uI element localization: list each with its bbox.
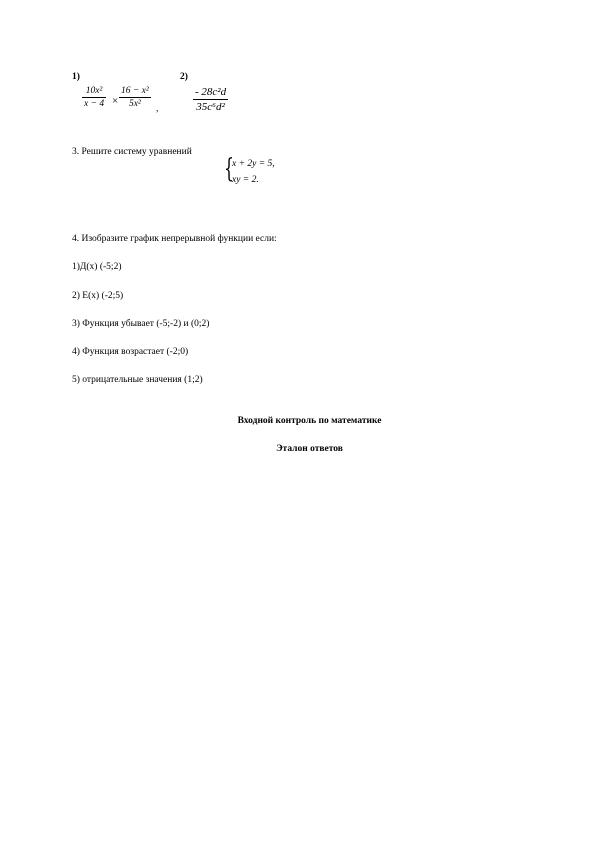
task1-fraction-2	[119, 86, 151, 109]
task2-label: 2)	[180, 72, 188, 82]
task4-item-1: 1)Д(х) (-5;2)	[72, 262, 122, 272]
times-sign: ×	[112, 95, 119, 107]
task2-fraction	[193, 86, 228, 113]
task2-numerator: - 28c²d	[195, 86, 227, 98]
task1-label: 1)	[72, 72, 80, 82]
task1-frac2-numerator: 16 − x²	[121, 86, 149, 96]
fraction-bar	[82, 97, 106, 98]
task1-comma: ,	[156, 104, 159, 114]
task1-frac1-denominator: x − 4	[84, 99, 105, 109]
system-brace: {	[224, 154, 234, 184]
system-equation-2: xy = 2.	[232, 175, 259, 185]
fraction-bar	[193, 99, 228, 100]
task1-frac2-denominator: 5x²	[128, 99, 141, 109]
task4-heading: 4. Изобразите график непрерывной функции если:	[72, 234, 277, 244]
task4-item-2: 2) Е(х) (-2;5)	[72, 291, 124, 301]
task2-denominator: 35c⁶d²	[196, 101, 225, 113]
task4-item-4: 4) Функция возрастает (-2;0)	[72, 347, 189, 357]
task1-fraction-1	[82, 86, 106, 109]
section-title: Входной контроль по математике	[237, 416, 382, 426]
task1-frac1-numerator: 10x²	[85, 86, 103, 96]
system-equation-1: x + 2y = 5,	[232, 159, 275, 169]
task4-item-5: 5) отрицательные значения (1;2)	[72, 375, 203, 385]
fraction-bar	[119, 97, 151, 98]
section-subtitle: Эталон ответов	[276, 444, 343, 454]
task3-text: 3. Решите систему уравнений	[72, 147, 192, 157]
task4-item-3: 3) Функция убывает (-5;-2) и (0;2)	[72, 319, 210, 329]
